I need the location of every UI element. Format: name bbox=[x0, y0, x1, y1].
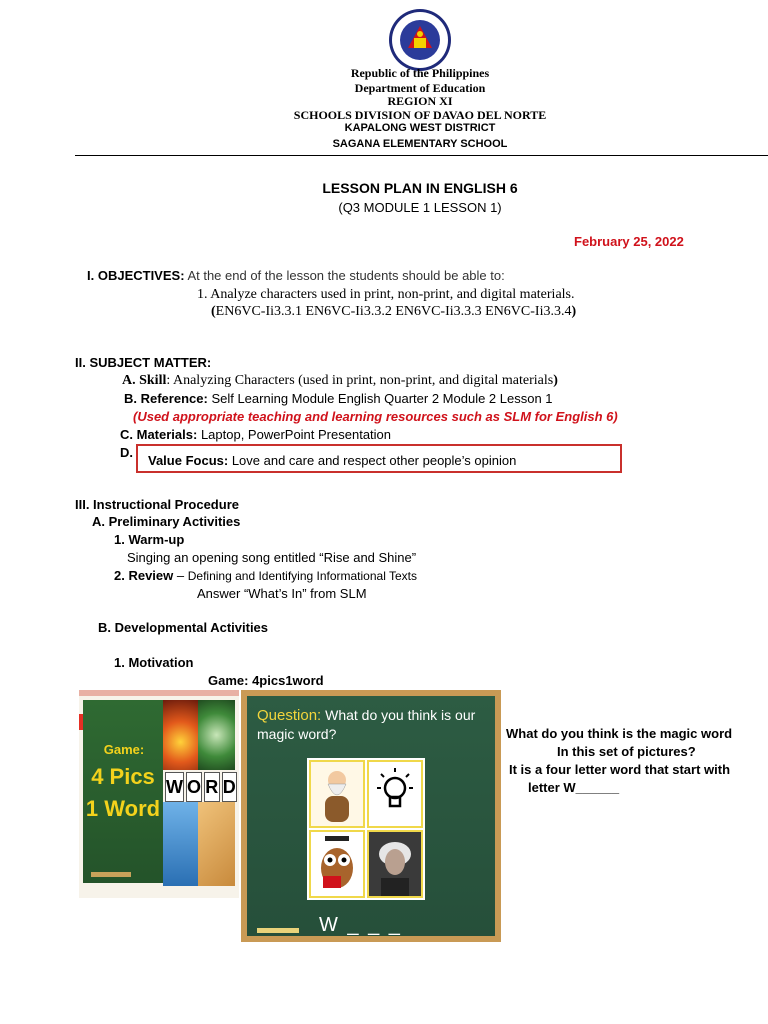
tile-r: R bbox=[204, 772, 220, 802]
tile-d: D bbox=[222, 772, 238, 802]
page-subtitle: (Q3 MODULE 1 LESSON 1) bbox=[338, 200, 502, 215]
word-tiles bbox=[165, 772, 237, 802]
objectives-label: I. OBJECTIVES: bbox=[87, 268, 185, 283]
einstein-picture bbox=[367, 830, 423, 898]
header-region: REGION XI bbox=[387, 94, 453, 108]
value-focus-text: Love and care and respect other people’s opinion bbox=[231, 453, 517, 468]
owl-graduate-picture bbox=[309, 830, 365, 898]
side-question-line2: In this set of pictures? bbox=[557, 744, 696, 759]
skill-label: A. Skill bbox=[122, 373, 167, 388]
answer-blank: W _ _ _ bbox=[319, 914, 402, 936]
warmup-label: 1. Warm-up bbox=[114, 532, 185, 547]
skill-close: ) bbox=[553, 373, 558, 388]
review-line bbox=[114, 568, 417, 583]
card-4pics: 4 Pics bbox=[91, 764, 155, 789]
fire-picture bbox=[163, 700, 198, 770]
game-card-image bbox=[79, 690, 239, 898]
card-1word: 1 Word bbox=[85, 796, 161, 821]
subject-matter-label: II. SUBJECT MATTER: bbox=[75, 355, 212, 370]
wind-picture bbox=[198, 700, 235, 770]
wise-man-picture bbox=[309, 760, 365, 828]
materials-line bbox=[120, 427, 391, 442]
tile-o: O bbox=[186, 772, 202, 802]
skill-line bbox=[122, 373, 558, 389]
materials-label: C. Materials: bbox=[120, 427, 198, 442]
board-question bbox=[257, 706, 493, 743]
card-top-strip bbox=[79, 690, 239, 696]
reference-text: Self Learning Module English Quarter 2 Module 2 Lesson 1 bbox=[211, 391, 553, 406]
materials-text: Laptop, PowerPoint Presentation bbox=[200, 427, 392, 442]
developmental-label: B. Developmental Activities bbox=[98, 620, 269, 635]
header-district: KAPALONG WEST DISTRICT bbox=[344, 122, 496, 134]
chalkboard bbox=[247, 696, 495, 936]
motivation-label: 1. Motivation bbox=[114, 655, 194, 670]
header-divider bbox=[75, 155, 768, 156]
page-title: LESSON PLAN IN ENGLISH 6 bbox=[322, 180, 518, 196]
procedure-label: III. Instructional Procedure bbox=[75, 497, 239, 512]
item-d-label: D. bbox=[120, 445, 133, 460]
lesson-date: February 25, 2022 bbox=[574, 234, 684, 249]
review-dash: – bbox=[176, 568, 185, 583]
game-label: Game: 4pics1word bbox=[208, 673, 324, 688]
side-question-line4: letter W______ bbox=[528, 780, 620, 795]
header-division: SCHOOLS DIVISION OF DAVAO DEL NORTE bbox=[293, 108, 547, 122]
reference-label: B. Reference: bbox=[124, 391, 208, 406]
side-question-line3: It is a four letter word that start with bbox=[509, 762, 731, 777]
card-chalk-tray bbox=[91, 872, 131, 877]
codes-open: ( bbox=[211, 304, 216, 319]
objective-item: 1. Analyze characters used in print, non-print, and digital materials. bbox=[197, 287, 575, 302]
card-green-panel bbox=[83, 700, 163, 883]
preliminary-label: A. Preliminary Activities bbox=[92, 514, 241, 529]
codes-close: ) bbox=[571, 304, 577, 319]
competency-codes bbox=[211, 304, 576, 320]
value-focus-label: Value Focus: bbox=[148, 453, 229, 468]
header-department: Department of Education bbox=[354, 81, 486, 95]
skill-text: : Analyzing Characters (used in print, non-print, and digital materials bbox=[166, 373, 554, 388]
objectives-intro: At the end of the lesson the students should be able to: bbox=[187, 268, 505, 283]
lightbulb-icon bbox=[367, 760, 423, 828]
tile-w: W bbox=[165, 772, 184, 802]
chalkboard-frame bbox=[241, 690, 501, 942]
header-school: SAGANA ELEMENTARY SCHOOL bbox=[332, 138, 508, 150]
review-label: 2. Review bbox=[114, 568, 174, 583]
reference-line bbox=[124, 391, 553, 406]
deped-seal-logo bbox=[388, 8, 452, 72]
review-text: Defining and Identifying Informational Texts bbox=[187, 569, 417, 583]
pictures-grid bbox=[307, 758, 425, 900]
sand-picture bbox=[198, 802, 235, 886]
question-text: What do you think is our magic word? bbox=[257, 707, 476, 742]
card-game-word: Game: bbox=[103, 742, 145, 757]
objectives-section bbox=[87, 268, 505, 283]
codes-text: EN6VC-Ii3.3.1 EN6VC-Ii3.3.2 EN6VC-Ii3.3.3 EN6VC-Ii3.3.4 bbox=[215, 304, 572, 319]
value-focus-box bbox=[136, 444, 622, 473]
water-picture bbox=[163, 802, 198, 886]
review-answer: Answer “What’s In” from SLM bbox=[197, 586, 367, 601]
reference-note: (Used appropriate teaching and learning resources such as SLM for English 6) bbox=[133, 409, 618, 424]
header-country: Republic of the Philippines bbox=[350, 66, 490, 80]
question-label: Question: bbox=[257, 707, 322, 724]
warmup-text: Singing an opening song entitled “Rise and Shine” bbox=[127, 550, 417, 565]
side-question-line1: What do you think is the magic word bbox=[506, 726, 733, 741]
board-chalk bbox=[257, 928, 299, 933]
